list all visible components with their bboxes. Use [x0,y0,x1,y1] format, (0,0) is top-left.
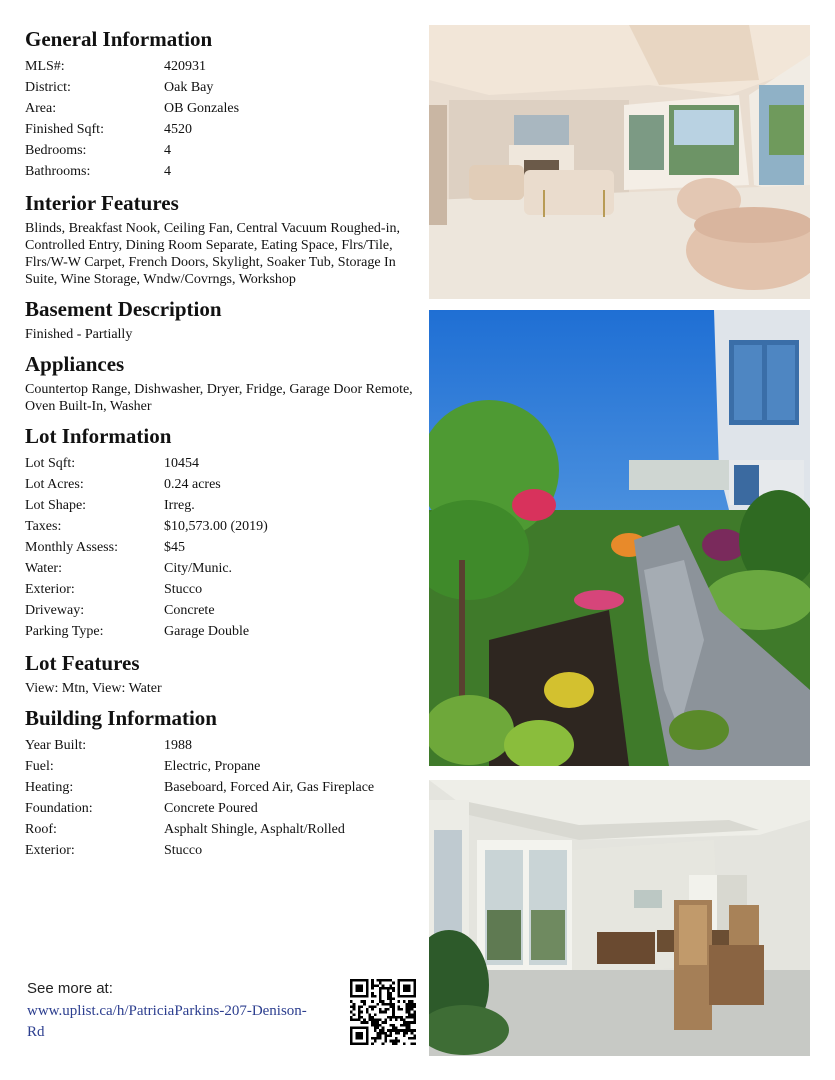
table-row [25,600,420,621]
basement-heading: Basement Description [25,297,222,321]
row-label: Finished Sqft: [25,122,104,137]
row-label: Exterior: [25,843,75,858]
lot-information-heading: Lot Information [25,424,172,448]
lot-features-section [25,650,420,697]
appliances-text: Countertop Range, Dishwasher, Dryer, Fridge, Garage Door Remote, Oven Built-In, Washer [25,382,413,414]
row-label: Monthly Assess: [25,540,118,555]
row-label: Driveway: [25,603,85,618]
appliances-heading: Appliances [25,352,125,376]
row-value: 4 [164,143,171,158]
row-value: Stucco [164,582,203,597]
row-value: 1988 [164,738,192,753]
row-value: 0.24 acres [164,477,221,492]
interior-features-text: Blinds, Breakfast Nook, Ceiling Fan, Central Vacuum Roughed-in, Controlled Entry, Dining Room Separate, Eating Space, Flrs/Tile, Flrs/W-W Carpet, French Doors, Skylight, Soaker Tub, Storage In Suite, Wine Storage, Wndw/Covrngs, Workshop [25,221,400,287]
interior-features-section [25,190,420,288]
table-row [25,579,420,600]
row-value: $10,573.00 (2019) [164,519,268,534]
row-value: 4 [164,164,171,179]
footer [27,980,307,1043]
general-information-heading: General Information [25,27,213,51]
table-row [25,495,420,516]
dining-room-photo [429,780,810,1056]
basement-section [25,296,420,343]
row-label: Bedrooms: [25,143,87,158]
row-value: Baseboard, Forced Air, Gas Fireplace [164,780,375,795]
listing-url-link[interactable]: www.uplist.ca/h/PatriciaParkins-207-Denison-Rd [27,1003,307,1040]
row-label: Lot Sqft: [25,456,76,471]
table-row [25,537,420,558]
table-row [25,756,420,777]
row-value: 10454 [164,456,199,471]
row-value: City/Munic. [164,561,233,576]
lot-features-text: View: Mtn, View: Water [25,681,162,696]
row-label: MLS#: [25,59,65,74]
lot-features-heading: Lot Features [25,651,140,675]
table-row [25,474,420,495]
table-row [25,56,420,77]
row-label: Lot Shape: [25,498,87,513]
table-row [25,819,420,840]
row-value: Concrete [164,603,215,618]
row-value: OB Gonzales [164,101,240,116]
building-information-list [25,735,420,861]
row-value: Electric, Propane [164,759,261,774]
row-label: Bathrooms: [25,164,91,179]
building-information-heading: Building Information [25,706,217,730]
appliances-section [25,351,420,415]
table-row [25,840,420,861]
left-column [25,26,420,869]
table-row [25,98,420,119]
table-row [25,798,420,819]
row-label: District: [25,80,71,95]
table-row [25,621,420,642]
table-row [25,516,420,537]
building-information-section [25,705,420,861]
row-label: Roof: [25,822,57,837]
lot-information-list [25,453,420,642]
table-row [25,77,420,98]
row-label: Parking Type: [25,624,104,639]
qr-code[interactable] [350,979,416,1045]
row-label: Water: [25,561,62,576]
garden-photo [429,310,810,766]
row-label: Area: [25,101,57,116]
row-label: Fuel: [25,759,54,774]
table-row [25,140,420,161]
table-row [25,161,420,182]
see-more-label: See more at: [27,980,113,997]
row-label: Year Built: [25,738,87,753]
interior-features-heading: Interior Features [25,191,179,215]
row-value: 4520 [164,122,192,137]
row-value: Oak Bay [164,80,214,95]
basement-text: Finished - Partially [25,327,133,342]
general-information-list [25,56,420,182]
row-label: Heating: [25,780,74,795]
table-row [25,119,420,140]
row-value: Garage Double [164,624,250,639]
row-value: Irreg. [164,498,195,513]
row-value: $45 [164,540,185,555]
living-room-photo [429,25,810,299]
row-label: Foundation: [25,801,93,816]
row-value: Asphalt Shingle, Asphalt/Rolled [164,822,345,837]
row-label: Lot Acres: [25,477,84,492]
row-value: Concrete Poured [164,801,258,816]
table-row [25,777,420,798]
row-label: Taxes: [25,519,62,534]
table-row [25,735,420,756]
row-value: 420931 [164,59,206,74]
table-row [25,453,420,474]
lot-information-section [25,423,420,642]
general-information-section [25,26,420,182]
table-row [25,558,420,579]
row-label: Exterior: [25,582,75,597]
row-value: Stucco [164,843,203,858]
